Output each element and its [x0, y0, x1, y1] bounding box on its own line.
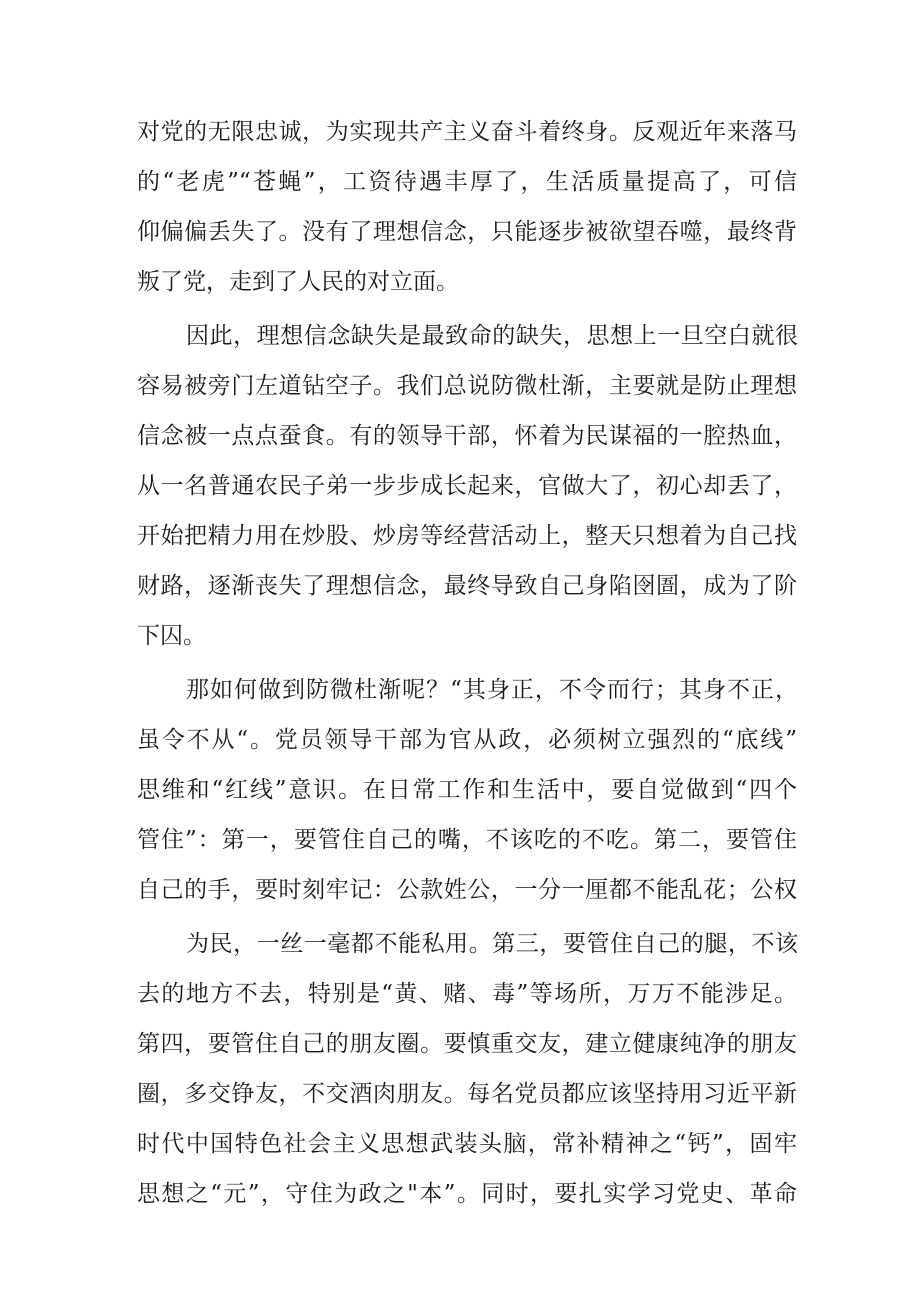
text-line-17: 为民，一丝一毫都不能私用。第三，要管住自己的腿，不该	[186, 931, 798, 957]
text-line-10: 财路，逐渐丧失了理想信念，最终导致自己身陷囹圄，成为了阶	[137, 573, 797, 599]
text-line-19: 第四，要管住自己的朋友圈。要慎重交友，建立健康纯净的朋友	[137, 1031, 797, 1057]
text-line-7: 信念被一点点蚕食。有的领导干部，怀着为民谋福的一腔热血，	[137, 423, 797, 449]
text-line-8: 从一名普通农民子弟一步步成长起来，官做大了，初心却丢了，	[137, 473, 797, 499]
text-line-6: 容易被旁门左道钻空子。我们总说防微杜渐，主要就是防止理想	[137, 373, 797, 399]
text-line-1: 对党的无限忠诚，为实现共产主义奋斗着终身。反观近年来落马	[137, 119, 797, 145]
text-line-14: 思维和“红线”意识。在日常工作和生活中，要自觉做到“四个	[137, 777, 797, 803]
text-line-16: 自己的手，要时刻牢记：公款姓公，一分一厘都不能乱花；公权	[137, 877, 797, 903]
text-line-5: 因此，理想信念缺失是最致命的缺失，思想上一旦空白就很	[186, 323, 798, 349]
text-line-9: 开始把精力用在炒股、炒房等经营活动上，整天只想着为自己找	[137, 523, 797, 549]
text-line-15: 管住”：第一，要管住自己的嘴，不该吃的不吃。第二，要管住	[137, 827, 797, 853]
text-line-22: 思想之“元”，守住为政之"本”。同时，要扎实学习党史、革命	[137, 1181, 797, 1207]
text-line-4: 叛了党，走到了人民的对立面。	[137, 269, 459, 295]
text-line-20: 圈，多交铮友，不交酒肉朋友。每名党员都应该坚持用习近平新	[137, 1081, 797, 1107]
text-line-13: 虽令不从“。党员领导干部为官从政，必须树立强烈的“底线”	[137, 727, 797, 753]
text-line-12: 那如何做到防微杜渐呢？“其身正，不令而行；其身不正，	[186, 677, 798, 703]
text-line-21: 时代中国特色社会主义思想武装头脑，常补精神之“钙”，固牢	[137, 1131, 797, 1157]
text-line-11: 下囚。	[137, 623, 206, 649]
text-line-18: 去的地方不去，特别是“黄、赌、毒”等场所，万万不能涉足。	[137, 981, 797, 1007]
text-line-3: 仰偏偏丢失了。没有了理想信念，只能逐步被欲望吞噬，最终背	[137, 219, 797, 245]
text-line-2: 的“老虎”“苍蝇”，工资待遇丰厚了，生活质量提高了，可信	[137, 169, 797, 195]
